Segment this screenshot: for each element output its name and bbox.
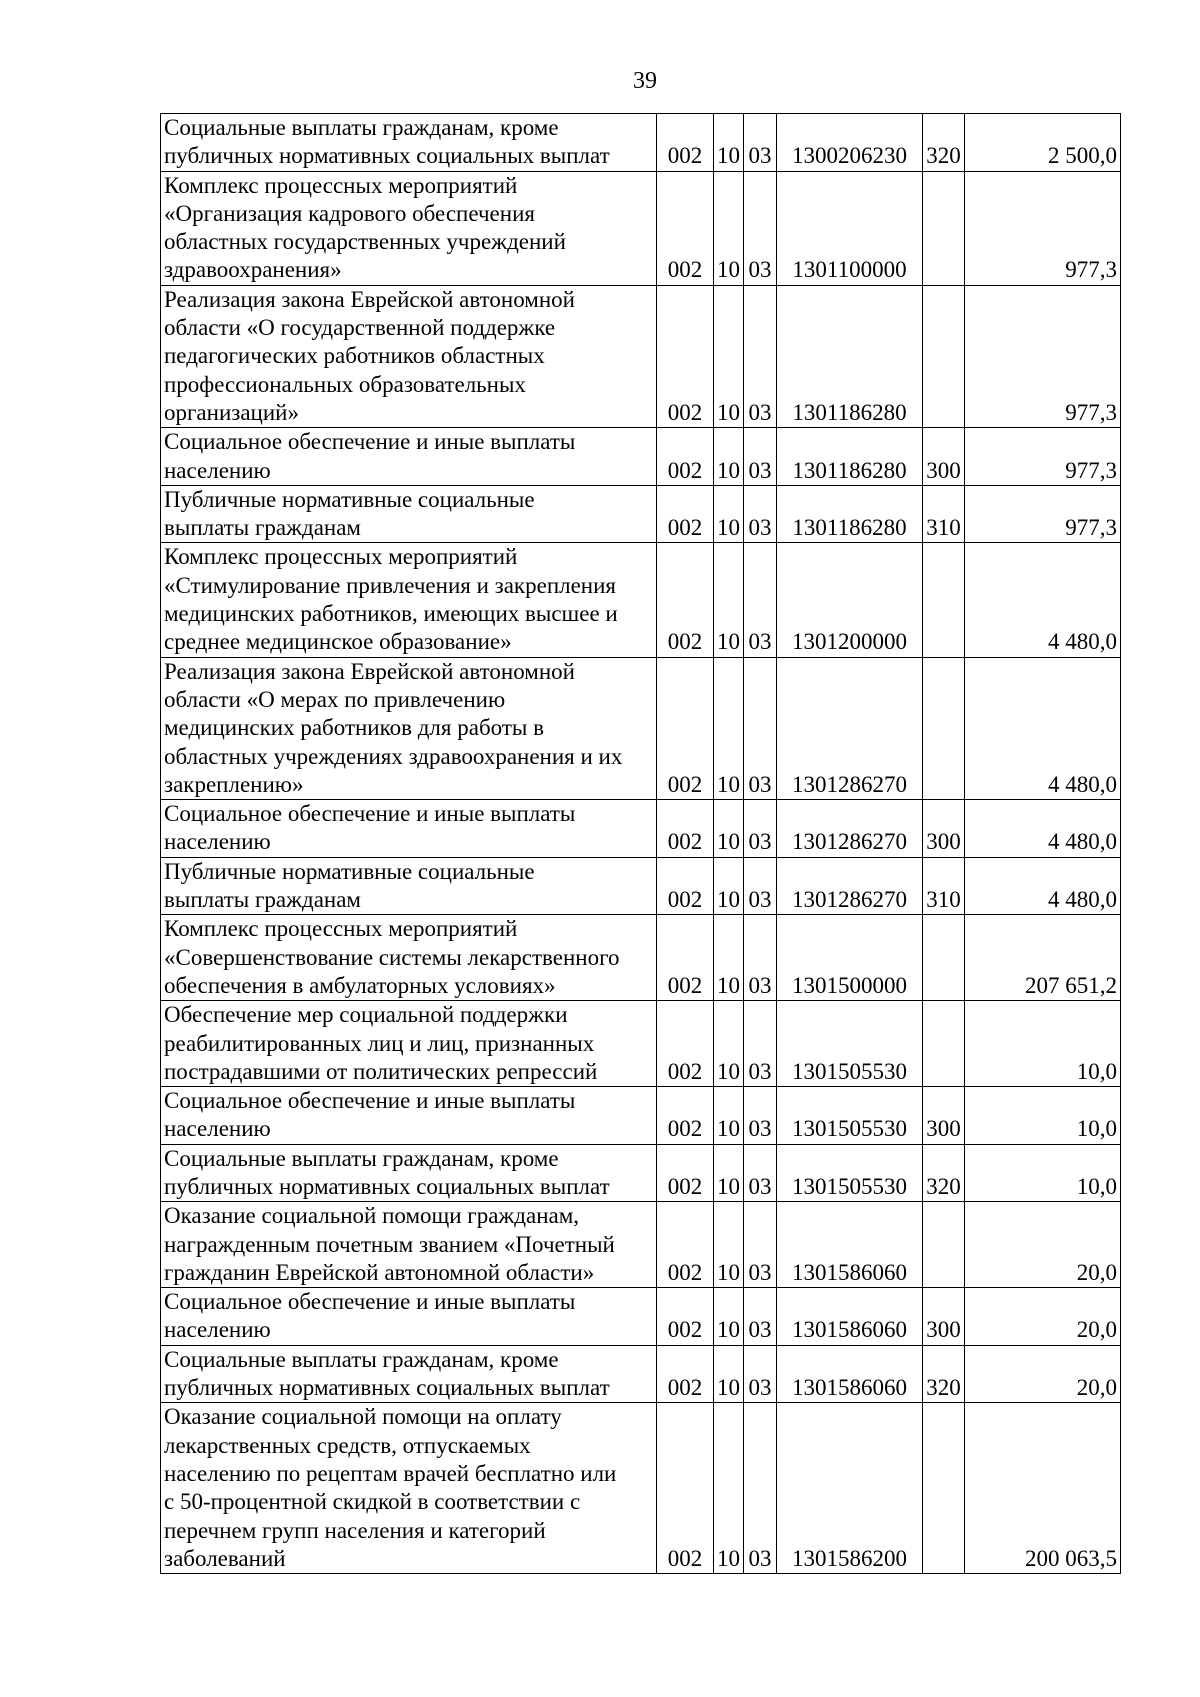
expense-type-cell: 310 [923,857,965,915]
expense-type-cell: 320 [923,114,965,172]
expense-type-cell: 300 [923,428,965,486]
amount-cell: 207 651,2 [965,915,1121,1001]
ministry-code-cell: 002 [657,1202,714,1288]
subsection-code-cell: 03 [744,1144,777,1202]
section-code-cell: 10 [714,1288,744,1346]
subsection-code-cell: 03 [744,1001,777,1087]
row-name-cell: Социальное обеспечение и иные выплаты населению [161,1288,657,1346]
table-row [161,1345,1121,1403]
amount-cell: 977,3 [965,485,1121,543]
expense-type-cell [923,915,965,1001]
expense-type-cell: 320 [923,1144,965,1202]
subsection-code-cell: 03 [744,1202,777,1288]
target-article-cell: 1301586060 [777,1345,923,1403]
amount-cell: 20,0 [965,1202,1121,1288]
budget-table [160,113,1121,1574]
row-name-cell: Социальные выплаты гражданам, кроме публичных нормативных социальных выплат [161,114,657,172]
table-row [161,657,1121,799]
table-row [161,485,1121,543]
target-article-cell: 1301200000 [777,543,923,657]
amount-cell: 10,0 [965,1144,1121,1202]
row-name-cell: Публичные нормативные социальные выплаты гражданам [161,485,657,543]
row-name-cell: Обеспечение мер социальной поддержки реабилитированных лиц и лиц, признанных пострадавшими от политических репрессий [161,1001,657,1087]
subsection-code-cell: 03 [744,1087,777,1145]
row-name-cell: Реализация закона Еврейской автономной области «О государственной поддержке педагогических работников областных профессиональных образовательных организаций» [161,285,657,427]
row-name-cell: Публичные нормативные социальные выплаты гражданам [161,857,657,915]
target-article-cell: 1301505530 [777,1144,923,1202]
section-code-cell: 10 [714,1345,744,1403]
ministry-code-cell: 002 [657,485,714,543]
target-article-cell: 1301186280 [777,285,923,427]
target-article-cell: 1301586200 [777,1403,923,1574]
amount-cell: 977,3 [965,285,1121,427]
section-code-cell: 10 [714,857,744,915]
expense-type-cell: 300 [923,800,965,858]
ministry-code-cell: 002 [657,1087,714,1145]
row-name-cell: Социальные выплаты гражданам, кроме публичных нормативных социальных выплат [161,1345,657,1403]
row-name-cell: Комплекс процессных мероприятий «Совершенствование системы лекарственного обеспечения в амбулаторных условиях» [161,915,657,1001]
target-article-cell: 1301505530 [777,1001,923,1087]
row-name-cell: Комплекс процессных мероприятий «Организация кадрового обеспечения областных государственных учреждений здравоохранения» [161,171,657,285]
ministry-code-cell: 002 [657,800,714,858]
amount-cell: 20,0 [965,1345,1121,1403]
ministry-code-cell: 002 [657,915,714,1001]
target-article-cell: 1301100000 [777,171,923,285]
target-article-cell: 1301286270 [777,800,923,858]
row-name-cell: Оказание социальной помощи гражданам, награжденным почетным званием «Почетный гражданин Еврейской автономной области» [161,1202,657,1288]
page-number: 39 [633,68,657,94]
amount-cell: 4 480,0 [965,800,1121,858]
amount-cell: 977,3 [965,428,1121,486]
table-row [161,1087,1121,1145]
ministry-code-cell: 002 [657,1144,714,1202]
row-name-cell: Оказание социальной помощи на оплату лекарственных средств, отпускаемых населению по рецептам врачей бесплатно или с 50-процентной скидкой в соответствии с перечнем групп населения и категорий заболеваний [161,1403,657,1574]
amount-cell: 977,3 [965,171,1121,285]
table-row [161,1403,1121,1574]
subsection-code-cell: 03 [744,171,777,285]
amount-cell: 4 480,0 [965,857,1121,915]
expense-type-cell [923,1001,965,1087]
section-code-cell: 10 [714,543,744,657]
table-row [161,114,1121,172]
amount-cell: 4 480,0 [965,543,1121,657]
amount-cell: 4 480,0 [965,657,1121,799]
table-row [161,543,1121,657]
ministry-code-cell: 002 [657,543,714,657]
target-article-cell: 1301286270 [777,657,923,799]
section-code-cell: 10 [714,800,744,858]
target-article-cell: 1301500000 [777,915,923,1001]
subsection-code-cell: 03 [744,1288,777,1346]
ministry-code-cell: 002 [657,857,714,915]
section-code-cell: 10 [714,1403,744,1574]
ministry-code-cell: 002 [657,114,714,172]
target-article-cell: 1300206230 [777,114,923,172]
expense-type-cell [923,543,965,657]
section-code-cell: 10 [714,1001,744,1087]
target-article-cell: 1301286270 [777,857,923,915]
row-name-cell: Социальное обеспечение и иные выплаты населению [161,800,657,858]
expense-type-cell [923,171,965,285]
table-row [161,1001,1121,1087]
amount-cell: 20,0 [965,1288,1121,1346]
subsection-code-cell: 03 [744,285,777,427]
ministry-code-cell: 002 [657,1345,714,1403]
table-row [161,1202,1121,1288]
table-row [161,915,1121,1001]
section-code-cell: 10 [714,114,744,172]
target-article-cell: 1301505530 [777,1087,923,1145]
subsection-code-cell: 03 [744,657,777,799]
expense-type-cell [923,657,965,799]
target-article-cell: 1301586060 [777,1288,923,1346]
table-row [161,1144,1121,1202]
expense-type-cell: 300 [923,1087,965,1145]
table-row [161,428,1121,486]
section-code-cell: 10 [714,1144,744,1202]
expense-type-cell: 310 [923,485,965,543]
expense-type-cell: 300 [923,1288,965,1346]
section-code-cell: 10 [714,1087,744,1145]
table-row [161,171,1121,285]
subsection-code-cell: 03 [744,800,777,858]
ministry-code-cell: 002 [657,657,714,799]
section-code-cell: 10 [714,485,744,543]
subsection-code-cell: 03 [744,543,777,657]
expense-type-cell [923,1202,965,1288]
expense-type-cell [923,1403,965,1574]
target-article-cell: 1301186280 [777,485,923,543]
table-row [161,285,1121,427]
ministry-code-cell: 002 [657,1403,714,1574]
section-code-cell: 10 [714,915,744,1001]
expense-type-cell [923,285,965,427]
ministry-code-cell: 002 [657,171,714,285]
subsection-code-cell: 03 [744,857,777,915]
section-code-cell: 10 [714,1202,744,1288]
amount-cell: 10,0 [965,1001,1121,1087]
subsection-code-cell: 03 [744,915,777,1001]
amount-cell: 2 500,0 [965,114,1121,172]
amount-cell: 200 063,5 [965,1403,1121,1574]
subsection-code-cell: 03 [744,428,777,486]
subsection-code-cell: 03 [744,114,777,172]
section-code-cell: 10 [714,428,744,486]
ministry-code-cell: 002 [657,285,714,427]
row-name-cell: Социальные выплаты гражданам, кроме публичных нормативных социальных выплат [161,1144,657,1202]
section-code-cell: 10 [714,657,744,799]
ministry-code-cell: 002 [657,1001,714,1087]
subsection-code-cell: 03 [744,1345,777,1403]
table-row [161,1288,1121,1346]
row-name-cell: Реализация закона Еврейской автономной области «О мерах по привлечению медицинских работников для работы в областных учреждениях здравоохранения и их закреплению» [161,657,657,799]
ministry-code-cell: 002 [657,1288,714,1346]
row-name-cell: Комплекс процессных мероприятий «Стимулирование привлечения и закрепления медицинских работников, имеющих высшее и среднее медицинское образование» [161,543,657,657]
table-row [161,857,1121,915]
section-code-cell: 10 [714,285,744,427]
expense-type-cell: 320 [923,1345,965,1403]
ministry-code-cell: 002 [657,428,714,486]
row-name-cell: Социальное обеспечение и иные выплаты населению [161,1087,657,1145]
budget-table-body [161,114,1121,1574]
table-row [161,800,1121,858]
subsection-code-cell: 03 [744,485,777,543]
amount-cell: 10,0 [965,1087,1121,1145]
row-name-cell: Социальное обеспечение и иные выплаты населению [161,428,657,486]
target-article-cell: 1301586060 [777,1202,923,1288]
section-code-cell: 10 [714,171,744,285]
target-article-cell: 1301186280 [777,428,923,486]
subsection-code-cell: 03 [744,1403,777,1574]
